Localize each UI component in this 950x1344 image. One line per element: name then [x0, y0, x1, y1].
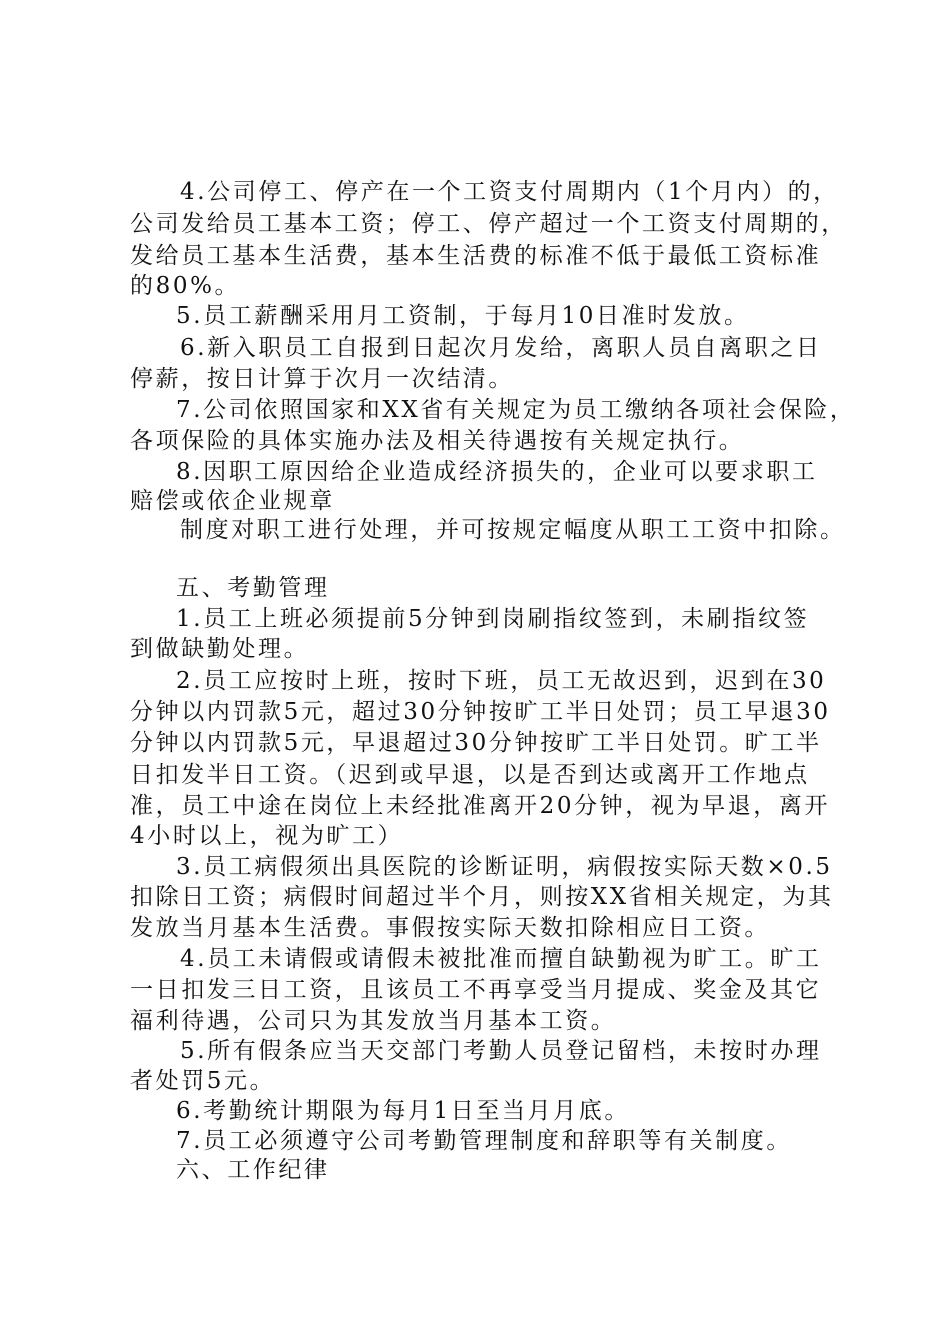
text-line: 日扣发半日工资。（迟到或早退，以是否到达或离开工作地点 — [130, 762, 810, 788]
text-line: 制度对职工进行处理，并可按规定幅度从职工工资中扣除。 — [180, 517, 846, 543]
text-line: 赔偿或依企业规章 — [130, 488, 335, 514]
text-line: 发放当月基本生活费。事假按实际天数扣除相应日工资。 — [130, 915, 770, 941]
text-line: 1.员工上班必须提前5分钟到岗刷指纹签到，未刷指纹签 — [176, 606, 810, 632]
text-line: 3.员工病假须出具医院的诊断证明，病假按实际天数×0.5 — [176, 854, 833, 880]
text-line: 一日扣发三日工资，且该员工不再享受当月提成、奖金及其它 — [130, 977, 822, 1003]
section-heading: 五、考勤管理 — [176, 575, 330, 601]
text-line: 5.员工薪酬采用月工资制，于每月10日准时发放。 — [176, 303, 750, 329]
text-line: 8.因职工原因给企业造成经济损失的，企业可以要求职工 — [176, 459, 818, 485]
text-line: 分钟以内罚款5元，早退超过30分钟按旷工半日处罚。旷工半 — [130, 730, 822, 756]
text-line: 4小时以上，视为旷工） — [130, 823, 404, 849]
text-line: 停薪，按日计算于次月一次结清。 — [130, 366, 514, 392]
text-line: 2.员工应按时上班，按时下班，员工无故迟到，迟到在30 — [176, 668, 827, 694]
section-heading: 六、工作纪律 — [176, 1157, 330, 1183]
text-line: 4.公司停工、停产在一个工资支付周期内（1个月内）的， — [180, 179, 839, 205]
text-line: 公司发给员工基本工资；停工、停产超过一个工资支付周期的， — [130, 211, 847, 237]
text-line: 7.公司依照国家和XX省有关规定为员工缴纳各项社会保险， — [176, 397, 856, 423]
text-line: 6.考勤统计期限为每月1日至当月月底。 — [176, 1098, 630, 1124]
text-line: 发给员工基本生活费，基本生活费的标准不低于最低工资标准 — [130, 243, 822, 269]
text-line: 6.新入职员工自报到日起次月发给，离职人员自离职之日 — [180, 335, 822, 361]
text-line: 福利待遇，公司只为其发放当月基本工资。 — [130, 1008, 617, 1034]
text-line: 分钟以内罚款5元，超过30分钟按旷工半日处罚；员工早退30 — [130, 699, 831, 725]
text-line: 的80%。 — [130, 273, 241, 299]
text-line: 扣除日工资；病假时间超过半个月，则按XX省相关规定，为其 — [130, 884, 834, 910]
text-line: 各项保险的具体实施办法及相关待遇按有关规定执行。 — [130, 428, 745, 454]
text-line: 5.所有假条应当天交部门考勤人员登记留档，未按时办理 — [180, 1038, 822, 1064]
text-line: 7.员工必须遵守公司考勤管理制度和辞职等有关制度。 — [176, 1128, 792, 1154]
text-line: 准，员工中途在岗位上未经批准离开20分钟，视为早退，离开 — [130, 793, 831, 819]
text-line: 到做缺勤处理。 — [130, 636, 310, 662]
text-line: 4.员工未请假或请假未被批准而擅自缺勤视为旷工。旷工 — [180, 946, 822, 972]
text-line: 者处罚5元。 — [130, 1068, 276, 1094]
